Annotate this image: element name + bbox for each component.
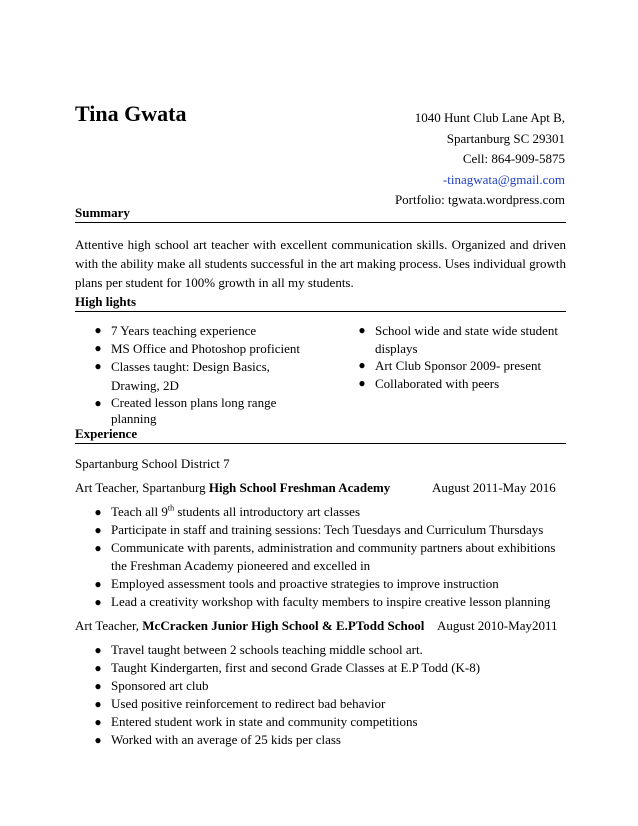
highlights-right-list: [355, 322, 565, 392]
list-item: ● Travel taught between 2 schools teaching middle school art.: [91, 641, 566, 659]
list-item: ● Sponsored art club: [91, 677, 566, 695]
email-link[interactable]: -tinagwata@gmail.com: [442, 171, 565, 187]
job-1-school: High School Freshman Academy: [208, 480, 391, 495]
bullet-icon: ●: [94, 595, 102, 609]
bullet-icon: ●: [94, 661, 102, 675]
list-item: ● Lead a creativity workshop with faculty members to inspire creative lesson planning: [91, 593, 566, 611]
list-item: ● Collaborated with peers: [355, 375, 565, 393]
list-item: ● Classes taught: Design Basics, Drawing, 2D: [91, 357, 301, 395]
bullet-icon: ●: [94, 697, 102, 711]
list-item: ● School wide and state wide student displays: [355, 322, 565, 357]
job-2-title: Art Teacher, McCracken Junior High School & E.PTodd School: [75, 618, 425, 633]
bullet-icon: ●: [94, 643, 102, 657]
summary-heading: Summary: [75, 205, 130, 220]
bullet-icon: ●: [94, 359, 102, 373]
bullet-icon: ●: [94, 679, 102, 693]
bullet-icon: ●: [94, 733, 102, 747]
bullet-icon: ●: [94, 505, 102, 519]
list-item: ● Used positive reinforcement to redirect bad behavior: [91, 695, 566, 713]
applicant-name: Tina Gwata: [75, 101, 187, 126]
job-2-duties: [91, 641, 566, 749]
list-item: ● Communicate with parents, administration and community partners about exhibitions the Freshman Academy pioneered and excelled in: [91, 539, 566, 575]
summary-divider: [75, 222, 566, 223]
bullet-icon: ●: [358, 323, 366, 337]
summary-text: Attentive high school art teacher with excellent communication skills. Organized and driven with the ability make all students successful in the art making process. Uses individual growth plans per student for 100% growth in all my students.: [75, 237, 566, 290]
bullet-icon: ●: [358, 375, 366, 390]
job-2-school: McCracken Junior High School & E.PTodd School: [142, 618, 425, 633]
contact-block: [395, 108, 565, 211]
list-item: ● Employed assessment tools and proactive strategies to improve instruction: [91, 575, 566, 593]
address-line-2: Spartanburg SC 29301: [446, 130, 565, 146]
bullet-icon: ●: [358, 358, 366, 372]
list-item: ● Entered student work in state and community competitions: [91, 713, 566, 731]
bullet-icon: ●: [94, 577, 102, 591]
district-name: Spartanburg School District 7: [75, 456, 230, 471]
job-1-title: Art Teacher, Spartanburg High School Freshman Academy: [75, 480, 391, 495]
list-item: ● Participate in staff and training sessions: Tech Tuesdays and Curriculum Thursdays: [91, 521, 566, 539]
bullet-icon: ●: [94, 323, 102, 337]
list-item: ● Taught Kindergarten, first and second Grade Classes at E.P Todd (K-8): [91, 659, 566, 677]
highlights-heading: High lights: [75, 294, 137, 309]
highlights-divider: [75, 311, 566, 312]
portfolio-link[interactable]: Portfolio: tgwata.wordpress.com: [394, 192, 565, 207]
bullet-icon: ●: [94, 340, 102, 355]
list-item: ● Created lesson plans long range planning: [91, 395, 301, 427]
list-item: ● Worked with an average of 25 kids per class: [91, 731, 566, 749]
job-1-duties: [91, 503, 566, 611]
experience-divider: [75, 443, 566, 444]
bullet-icon: ●: [94, 541, 102, 555]
list-item: ● Art Club Sponsor 2009- present: [355, 357, 565, 375]
bullet-icon: ●: [94, 396, 102, 410]
bullet-icon: ●: [94, 523, 102, 537]
list-item: ● MS Office and Photoshop proficient: [91, 340, 301, 358]
experience-heading: Experience: [75, 426, 138, 441]
job-1-dates: August 2011-May 2016: [432, 480, 556, 495]
highlights-left-list: [91, 322, 301, 427]
address-line-1: 1040 Hunt Club Lane Apt B,: [414, 110, 565, 125]
job-2-dates: August 2010-May2011: [437, 618, 558, 633]
bullet-icon: ●: [94, 715, 102, 729]
cell-phone: Cell: 864-909-5875: [462, 151, 565, 166]
list-item: ● Teach all 9th students all introductory art classes: [91, 503, 566, 521]
list-item: ● 7 Years teaching experience: [91, 322, 301, 340]
